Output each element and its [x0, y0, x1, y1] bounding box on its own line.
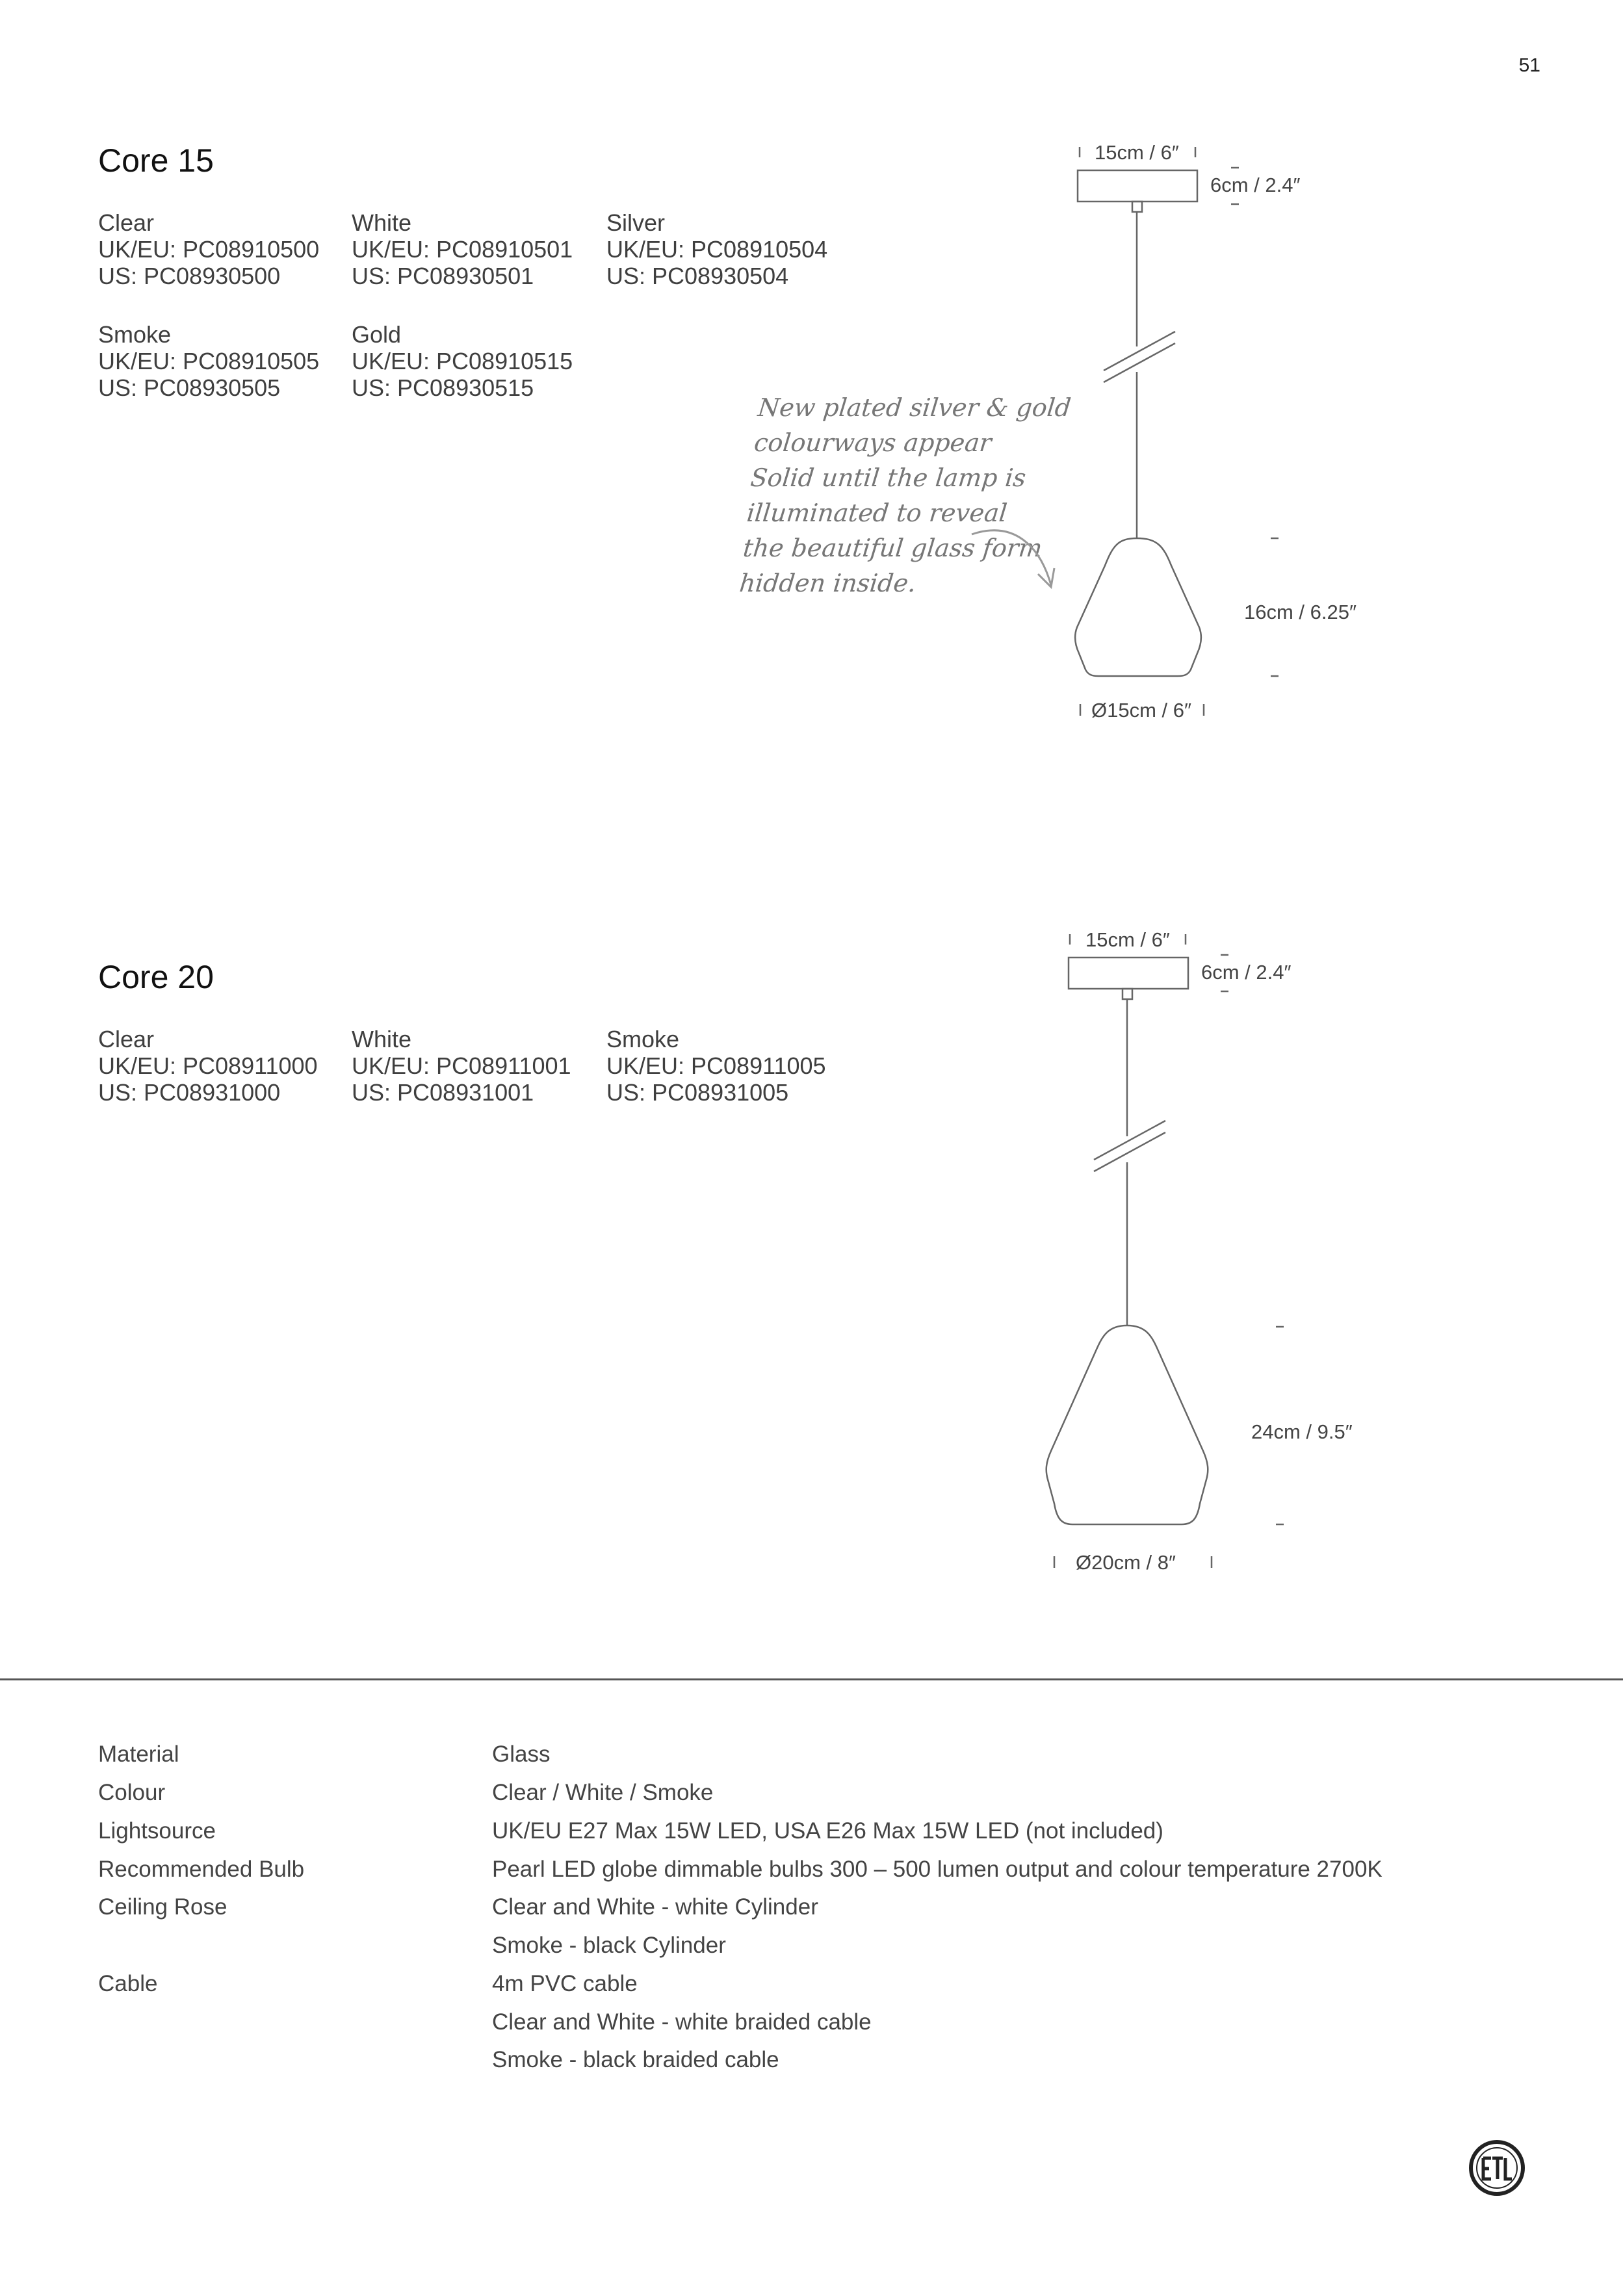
core20-shade-height-label: 24cm / 9.5″ [1251, 1420, 1353, 1443]
note-line: New plated silver & gold [756, 393, 1072, 422]
core15-shade-diameter-label: Ø15cm / 6″ [1091, 699, 1191, 722]
core20-shade-diameter-label: Ø20cm / 8″ [1076, 1551, 1176, 1574]
core20-rose-height-label: 6cm / 2.4″ [1201, 961, 1292, 984]
etl-listed-icon [1468, 2139, 1526, 2197]
finish-name: Clear [98, 209, 155, 236]
spec-label: Lightsource [98, 1818, 216, 1844]
spec-value: Glass [492, 1742, 551, 1767]
break-mark [1094, 1121, 1165, 1160]
page-number: 51 [1518, 55, 1540, 76]
finish-name: Clear [98, 1026, 155, 1052]
finish-name: Smoke [98, 321, 172, 348]
finish-ukeu-code: UK/EU: PC08910515 [352, 348, 573, 374]
spec-label: Material [98, 1742, 179, 1767]
core15-shade-height-label: 16cm / 6.25″ [1244, 601, 1357, 623]
spec-value: UK/EU E27 Max 15W LED, USA E26 Max 15W LED (not included) [492, 1818, 1163, 1844]
spec-value: Smoke - black Cylinder [492, 1933, 726, 1958]
core15-rose-width-label: 15cm / 6″ [1095, 141, 1179, 164]
finish-name: Silver [606, 209, 666, 236]
finish-name: White [352, 1026, 412, 1052]
break-mark [1094, 1132, 1165, 1171]
note-line: illuminated to reveal [745, 499, 1009, 527]
finish-us-code: US: PC08931000 [98, 1079, 281, 1106]
spec-label: Ceiling Rose [98, 1894, 227, 1920]
finish-ukeu-code: UK/EU: PC08910501 [352, 236, 573, 263]
spec-value: Smoke - black braided cable [492, 2047, 779, 2072]
spec-value: Clear / White / Smoke [492, 1780, 714, 1805]
spec-value: Pearl LED globe dimmable bulbs 300 – 500 lumen output and colour temperature 2700K [492, 1857, 1383, 1882]
spec-value: 4m PVC cable [492, 1971, 638, 1996]
note-line: Solid until the lamp is [749, 463, 1028, 492]
finish-name: Gold [352, 321, 402, 348]
finish-us-code: US: PC08930504 [606, 263, 789, 289]
finish-name: Smoke [606, 1026, 680, 1052]
finish-us-code: US: PC08931005 [606, 1079, 789, 1106]
finish-ukeu-code: UK/EU: PC08910505 [98, 348, 320, 374]
finish-ukeu-code: UK/EU: PC08911005 [606, 1052, 826, 1079]
note-line: the beautiful glass form [742, 534, 1044, 562]
spec-value: Clear and White - white Cylinder [492, 1894, 818, 1920]
spec-value: Clear and White - white braided cable [492, 2009, 872, 2035]
ceiling-rose [1069, 958, 1188, 989]
spec-label: Recommended Bulb [98, 1857, 305, 1882]
section-divider [0, 1678, 1623, 1680]
spec-label: Cable [98, 1971, 158, 1996]
core20-title: Core 20 [98, 959, 214, 995]
core15-title: Core 15 [98, 142, 214, 179]
note-line: colourways appear [753, 428, 993, 457]
note-line: hidden inside. [738, 569, 918, 597]
finish-ukeu-code: UK/EU: PC08911000 [98, 1052, 318, 1079]
finish-us-code: US: PC08931001 [352, 1079, 534, 1106]
core15-rose-height-label: 6cm / 2.4″ [1210, 174, 1301, 196]
finish-us-code: US: PC08930505 [98, 374, 281, 401]
finish-ukeu-code: UK/EU: PC08910504 [606, 236, 828, 263]
spec-label: Colour [98, 1780, 166, 1805]
cord-grip [1123, 989, 1132, 999]
finish-ukeu-code: UK/EU: PC08911001 [352, 1052, 571, 1079]
glass-shade [1046, 1325, 1208, 1524]
finish-us-code: US: PC08930501 [352, 263, 534, 289]
finish-ukeu-code: UK/EU: PC08910500 [98, 236, 320, 263]
finish-us-code: US: PC08930515 [352, 374, 534, 401]
finish-name: White [352, 209, 412, 236]
finish-us-code: US: PC08930500 [98, 263, 281, 289]
core20-rose-width-label: 15cm / 6″ [1085, 928, 1170, 951]
